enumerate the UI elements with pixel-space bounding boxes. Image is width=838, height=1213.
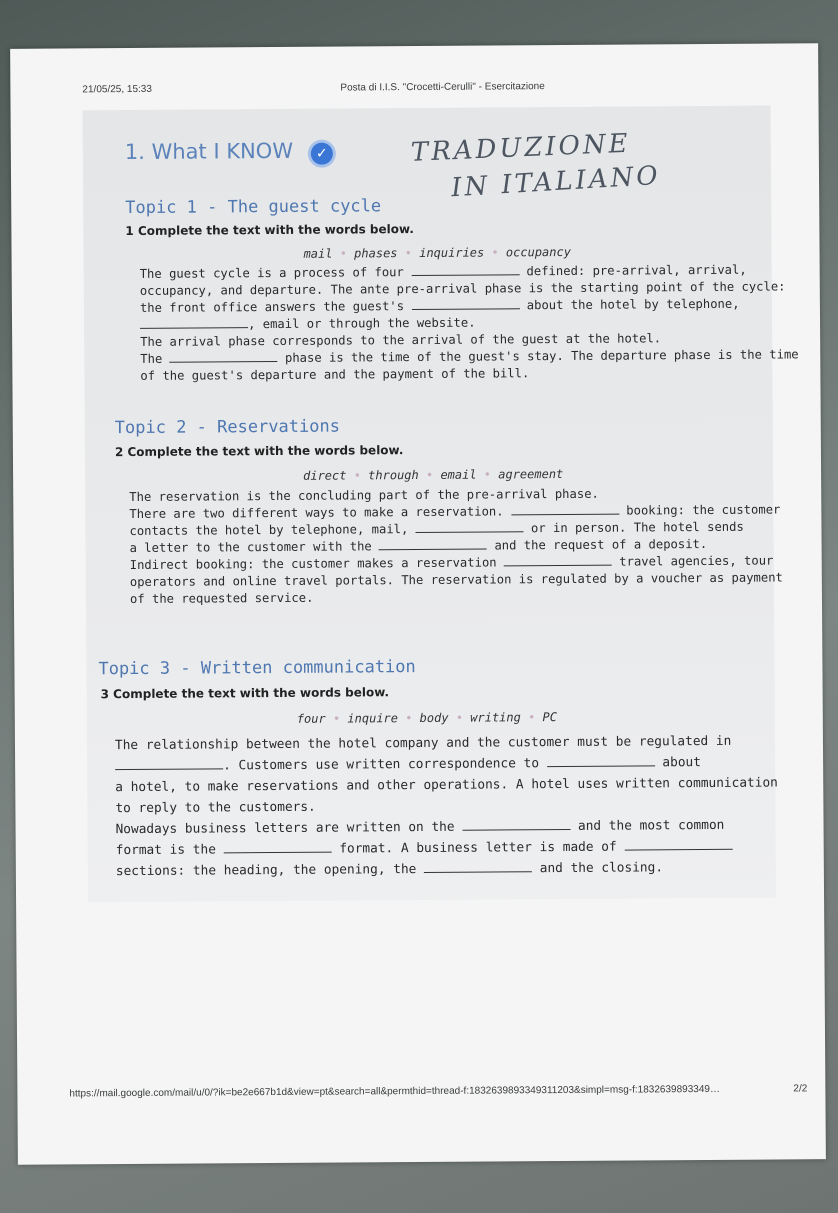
fill-in-blank[interactable]: [462, 819, 570, 831]
topic3-instruction: 3 Complete the text with the words below.: [100, 685, 390, 702]
text-line: [130, 586, 783, 608]
fill-in-blank[interactable]: [411, 298, 519, 310]
word-bank-item: four: [296, 711, 326, 726]
word-bank-item: • through: [346, 468, 418, 483]
text-segment: booking: the customer: [618, 502, 781, 518]
text-segment: of the requested service.: [129, 590, 314, 607]
text-segment: format. A business letter is made of: [331, 839, 625, 857]
word-bank-item: • email: [419, 468, 477, 482]
text-segment: travel agencies, tour: [611, 553, 774, 569]
fill-in-blank[interactable]: [424, 861, 532, 873]
text-segment: occupancy, and departure. The ante pre-arrival phase is the starting point of the cycle:: [139, 279, 786, 298]
fill-in-blank[interactable]: [115, 758, 223, 770]
topic1-text: [140, 261, 799, 385]
text-segment: operators and online travel portals. The reservation is regulated by a voucher as payment: [129, 570, 783, 590]
text-segment: of the guest's departure and the payment of the bill.: [140, 366, 530, 383]
fill-in-blank[interactable]: [140, 317, 248, 329]
print-date: 21/05/25, 15:33: [82, 83, 152, 96]
fill-in-blank[interactable]: [411, 264, 519, 276]
text-segment: There are two different ways to make a reservation.: [129, 504, 511, 522]
fill-in-blank[interactable]: [547, 755, 655, 767]
topic3-word-bank: [297, 710, 557, 726]
topic2-word-bank: [303, 467, 563, 483]
text-segment: a hotel, to make reservations and other operations. A hotel uses written communication: [115, 775, 778, 796]
text-segment: The guest cycle is a process of four: [139, 265, 412, 281]
fill-in-blank[interactable]: [624, 839, 732, 851]
word-bank-item: • PC: [521, 710, 557, 724]
word-bank-item: • writing: [449, 710, 521, 725]
text-segment: or in person. The hotel sends: [523, 519, 744, 536]
text-segment: Nowadays business letters are written on the: [115, 819, 463, 838]
text-segment: The reservation is the concluding part of the pre-arrival phase.: [129, 486, 599, 505]
handwritten-note-line2: IN ITALIANO: [450, 160, 662, 204]
fill-in-blank[interactable]: [504, 555, 612, 567]
text-segment: about the hotel by telephone,: [519, 296, 740, 313]
text-segment: . Customers use written correspondence to: [223, 756, 547, 774]
text-segment: a letter to the customer with the: [129, 539, 380, 556]
fill-in-blank[interactable]: [170, 351, 278, 363]
word-bank-item: • agreement: [476, 467, 563, 482]
topic3-title: Topic 3 - Written communication: [98, 657, 416, 680]
text-segment: about: [654, 755, 701, 771]
text-line: [140, 363, 798, 385]
text-segment: the front office answers the guest's: [139, 299, 412, 315]
word-bank-item: • inquiries: [397, 246, 484, 261]
print-title: Posta di I.I.S. "Crocetti-Cerulli" - Esercitazione: [340, 81, 545, 94]
print-url: https://mail.google.com/mail/u/0/?ik=be2e667b1d&view=pt&search=all&permthid=thread-f:1832639893349311203&simpl=msg-f:1832639893349…: [69, 1083, 720, 1100]
fill-in-blank[interactable]: [416, 521, 524, 533]
fill-in-blank[interactable]: [511, 504, 619, 516]
checkmark-icon: ✓: [311, 143, 333, 165]
word-bank-item: • body: [398, 711, 449, 725]
page-number: 2/2: [793, 1083, 808, 1095]
text-segment: The: [140, 351, 170, 366]
text-segment: sections: the heading, the opening, the: [115, 861, 425, 880]
fill-in-blank[interactable]: [224, 842, 332, 854]
text-segment: format is the: [115, 842, 224, 859]
word-bank-item: • phases: [332, 246, 397, 260]
topic3-text: [115, 730, 779, 882]
paper-sheet: [10, 43, 826, 1165]
word-bank-item: direct: [303, 468, 347, 483]
handwritten-note-line1: TRADUZIONE: [410, 128, 632, 168]
topic1-instruction: 1 Complete the text with the words below.: [125, 222, 414, 239]
text-segment: and the most common: [570, 817, 725, 834]
exercise-page: [83, 106, 799, 903]
fill-in-blank[interactable]: [379, 539, 487, 551]
topic2-title: Topic 2 - Reservations: [114, 416, 341, 439]
text-segment: to reply to the customers.: [115, 799, 316, 817]
text-segment: The arrival phase corresponds to the arrival of the guest at the hotel.: [140, 331, 662, 349]
topic1-title: Topic 1 - The guest cycle: [125, 196, 382, 219]
text-segment: and the request of a deposit.: [487, 536, 708, 553]
word-bank-item: • occupancy: [484, 245, 571, 260]
topic2-text: [129, 484, 783, 608]
text-segment: and the closing.: [531, 860, 664, 877]
page-title: 1. What I KNOW: [124, 138, 294, 165]
topic1-word-bank: [304, 245, 571, 261]
text-segment: Indirect booking: the customer makes a reservation: [129, 555, 504, 573]
text-segment: phase is the time of the guest's stay. The departure phase is the time: [277, 347, 799, 365]
text-line: [116, 856, 779, 882]
text-segment: contacts the hotel by telephone, mail,: [129, 522, 416, 539]
text-segment: , email or through the website.: [247, 315, 476, 332]
text-segment: defined: pre-arrival, arrival,: [519, 262, 747, 279]
word-bank-item: • inquire: [326, 711, 398, 726]
word-bank-item: mail: [303, 246, 333, 261]
topic2-instruction: 2 Complete the text with the words below.: [114, 443, 404, 460]
text-segment: The relationship between the hotel company and the customer must be regulated in: [114, 733, 732, 754]
